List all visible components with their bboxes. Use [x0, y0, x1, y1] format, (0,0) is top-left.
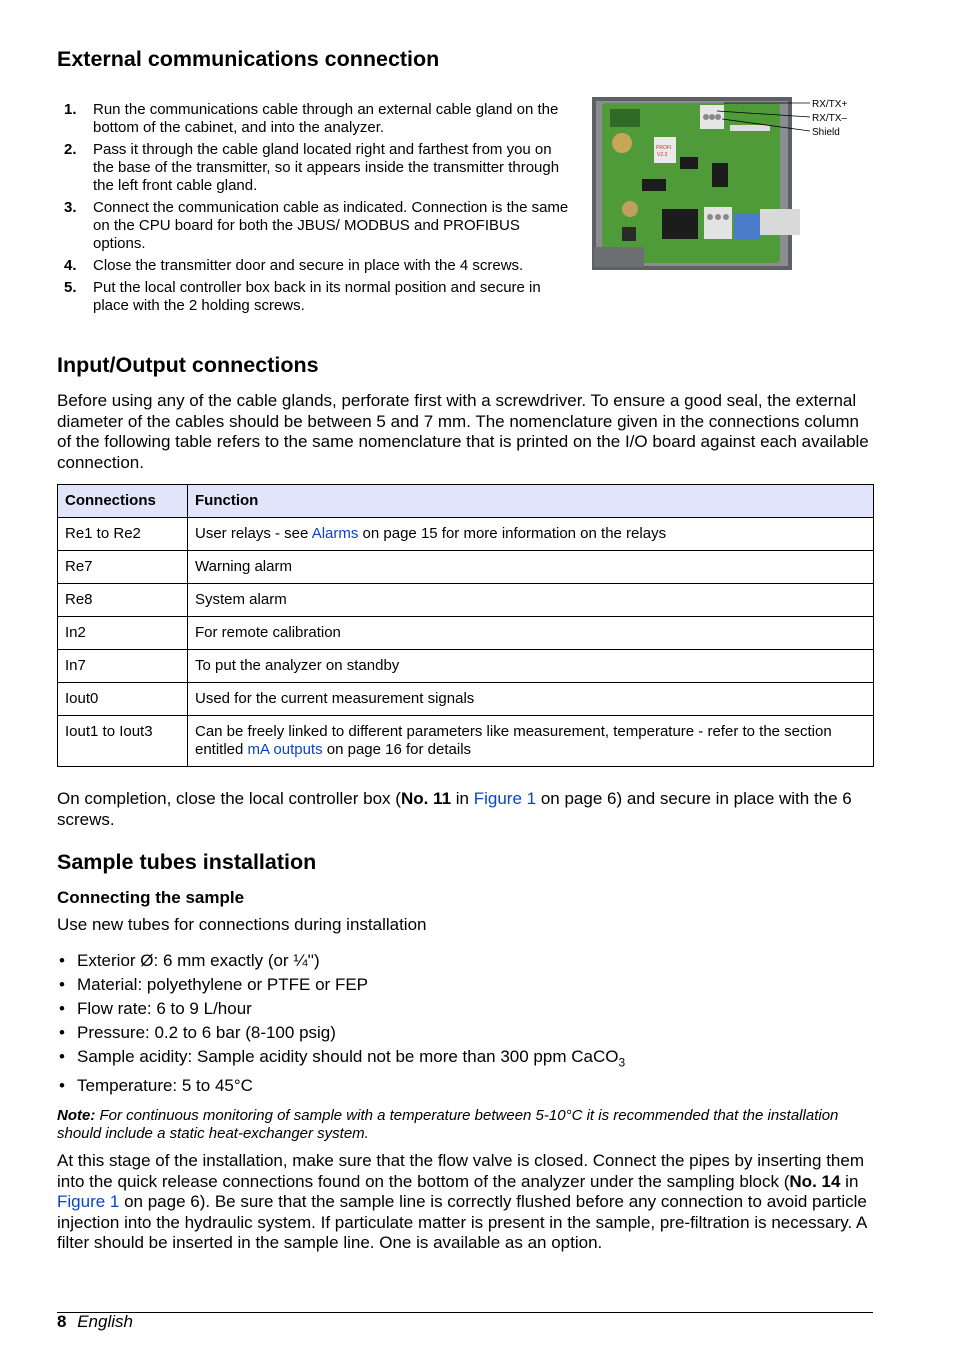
list-item: • Pressure: 0.2 to 6 bar (8-100 psig) — [59, 1023, 336, 1042]
steps-list — [57, 101, 572, 319]
list-item: • Sample acidity: Sample acidity should not be more than 300 ppm CaCO$_3$ — [59, 1047, 626, 1070]
table-cell: Warning alarm — [188, 551, 874, 584]
table-row — [58, 683, 874, 716]
table-cell: Re1 to Re2 — [58, 518, 188, 551]
requirements-list — [57, 951, 872, 1100]
column-header: Function — [188, 485, 874, 518]
footer — [57, 1312, 133, 1332]
figure-1-link[interactable]: Figure 1 — [473, 789, 537, 808]
list-item: 2. Pass it through the cable gland located right and farthest from you on the base of the transmitter, so it appears inside the transmitter through the left front cable gland. — [64, 141, 560, 194]
chip-label: PROFI — [656, 145, 672, 151]
table-row — [58, 584, 874, 617]
section-title-io: Input/Output connections — [57, 353, 319, 377]
table-row — [58, 617, 874, 650]
subsection-title: Connecting the sample — [57, 888, 245, 907]
column-header: Connections — [58, 485, 188, 518]
footer-divider — [57, 1312, 873, 1313]
table-cell: In7 — [58, 650, 188, 683]
table-row — [58, 518, 874, 551]
list-item: • Material: polyethylene or PTFE or FEP — [59, 975, 369, 994]
table-cell: Used for the current measurement signals — [188, 683, 874, 716]
table-header-row — [58, 485, 874, 518]
list-item: • Temperature: 5 to 45°C — [59, 1076, 253, 1096]
list-item: 4. Close the transmitter door and secure in place with the 4 screws. — [64, 257, 524, 274]
page-number: 8 — [57, 1312, 67, 1331]
table-cell: Can be freely linked to different parameters like measurement, temperature - refer to the section entitled mA outputs on page 16 for details — [188, 716, 874, 767]
io-intro: Before using any of the cable glands, perforate first with a screwdriver. To ensure a good seal, the external diameter of the cables should be between 5 and 7 mm. The nomenclature given in the connections column of the following table refers to the same nomenclature that is printed on the I/O board against each available connection. — [57, 391, 869, 472]
list-item: • Exterior Ø: 6 mm exactly (or ¼'') — [59, 951, 320, 970]
list-item: 1. Run the communications cable through an external cable gland on the bottom of the cabinet, and into the analyzer. — [64, 101, 559, 136]
table-cell: Re7 — [58, 551, 188, 584]
table-row — [58, 716, 874, 767]
table-cell: To put the analyzer on standby — [188, 650, 874, 683]
circuit-board-figure — [592, 97, 850, 270]
list-item: 3. Connect the communication cable as indicated. Connection is the same on the CPU board for both the JBUS/ MODBUS and PROFIBUS options. — [64, 199, 569, 252]
table-row — [58, 650, 874, 683]
table-cell: Iout1 to Iout3 — [58, 716, 188, 767]
alarms-link[interactable]: Alarms — [311, 525, 359, 542]
table-cell: User relays - see Alarms on page 15 for more information on the relays — [188, 518, 874, 551]
table-cell: Iout0 — [58, 683, 188, 716]
note-paragraph: Note: For continuous monitoring of sample with a temperature between 5-10°C it is recommended that the installation should include a static heat-exchanger system. — [57, 1107, 839, 1142]
chip-version: V2.3 — [657, 152, 668, 158]
table-cell: Re8 — [58, 584, 188, 617]
table-cell: In2 — [58, 617, 188, 650]
figure-1-link[interactable]: Figure 1 — [57, 1192, 120, 1211]
sample-intro: Use new tubes for connections during installation — [57, 915, 427, 934]
footer-language: English — [77, 1312, 133, 1331]
label-shield: Shield — [812, 127, 840, 138]
completion-paragraph: On completion, close the local controller box (No. 11 in Figure 1 on page 6) and secure in place with the 6 screws. — [57, 789, 852, 829]
table-row — [58, 551, 874, 584]
list-item: 5. Put the local controller box back in its normal position and secure in place with the 2 holding screws. — [64, 279, 541, 314]
table-cell: For remote calibration — [188, 617, 874, 650]
label-rx-tx-plus: RX/TX+ — [812, 99, 848, 110]
final-paragraph: At this stage of the installation, make sure that the flow valve is closed. Connect the pipes by inserting them into the quick release connections found on the bottom of the analyzer under the sampling block (No. 14 in Figure 1 on page 6). Be sure that the sample line is correctly flushed before any connection to avoid particle injection into the hydraulic system. If particulate matter is present in the sample, pre-filtration is necessary. A filter should be inserted in the sample line. One is available as an option. — [57, 1151, 867, 1252]
section-title-sample-tubes: Sample tubes installation — [57, 850, 317, 874]
label-rx-tx-minus: RX/TX– — [812, 113, 848, 124]
ma-outputs-link[interactable]: mA outputs — [247, 741, 323, 758]
table-cell: System alarm — [188, 584, 874, 617]
section-title-external-comms: External communications connection — [57, 47, 440, 71]
list-item: • Flow rate: 6 to 9 L/hour — [59, 999, 252, 1018]
io-table — [57, 484, 874, 767]
